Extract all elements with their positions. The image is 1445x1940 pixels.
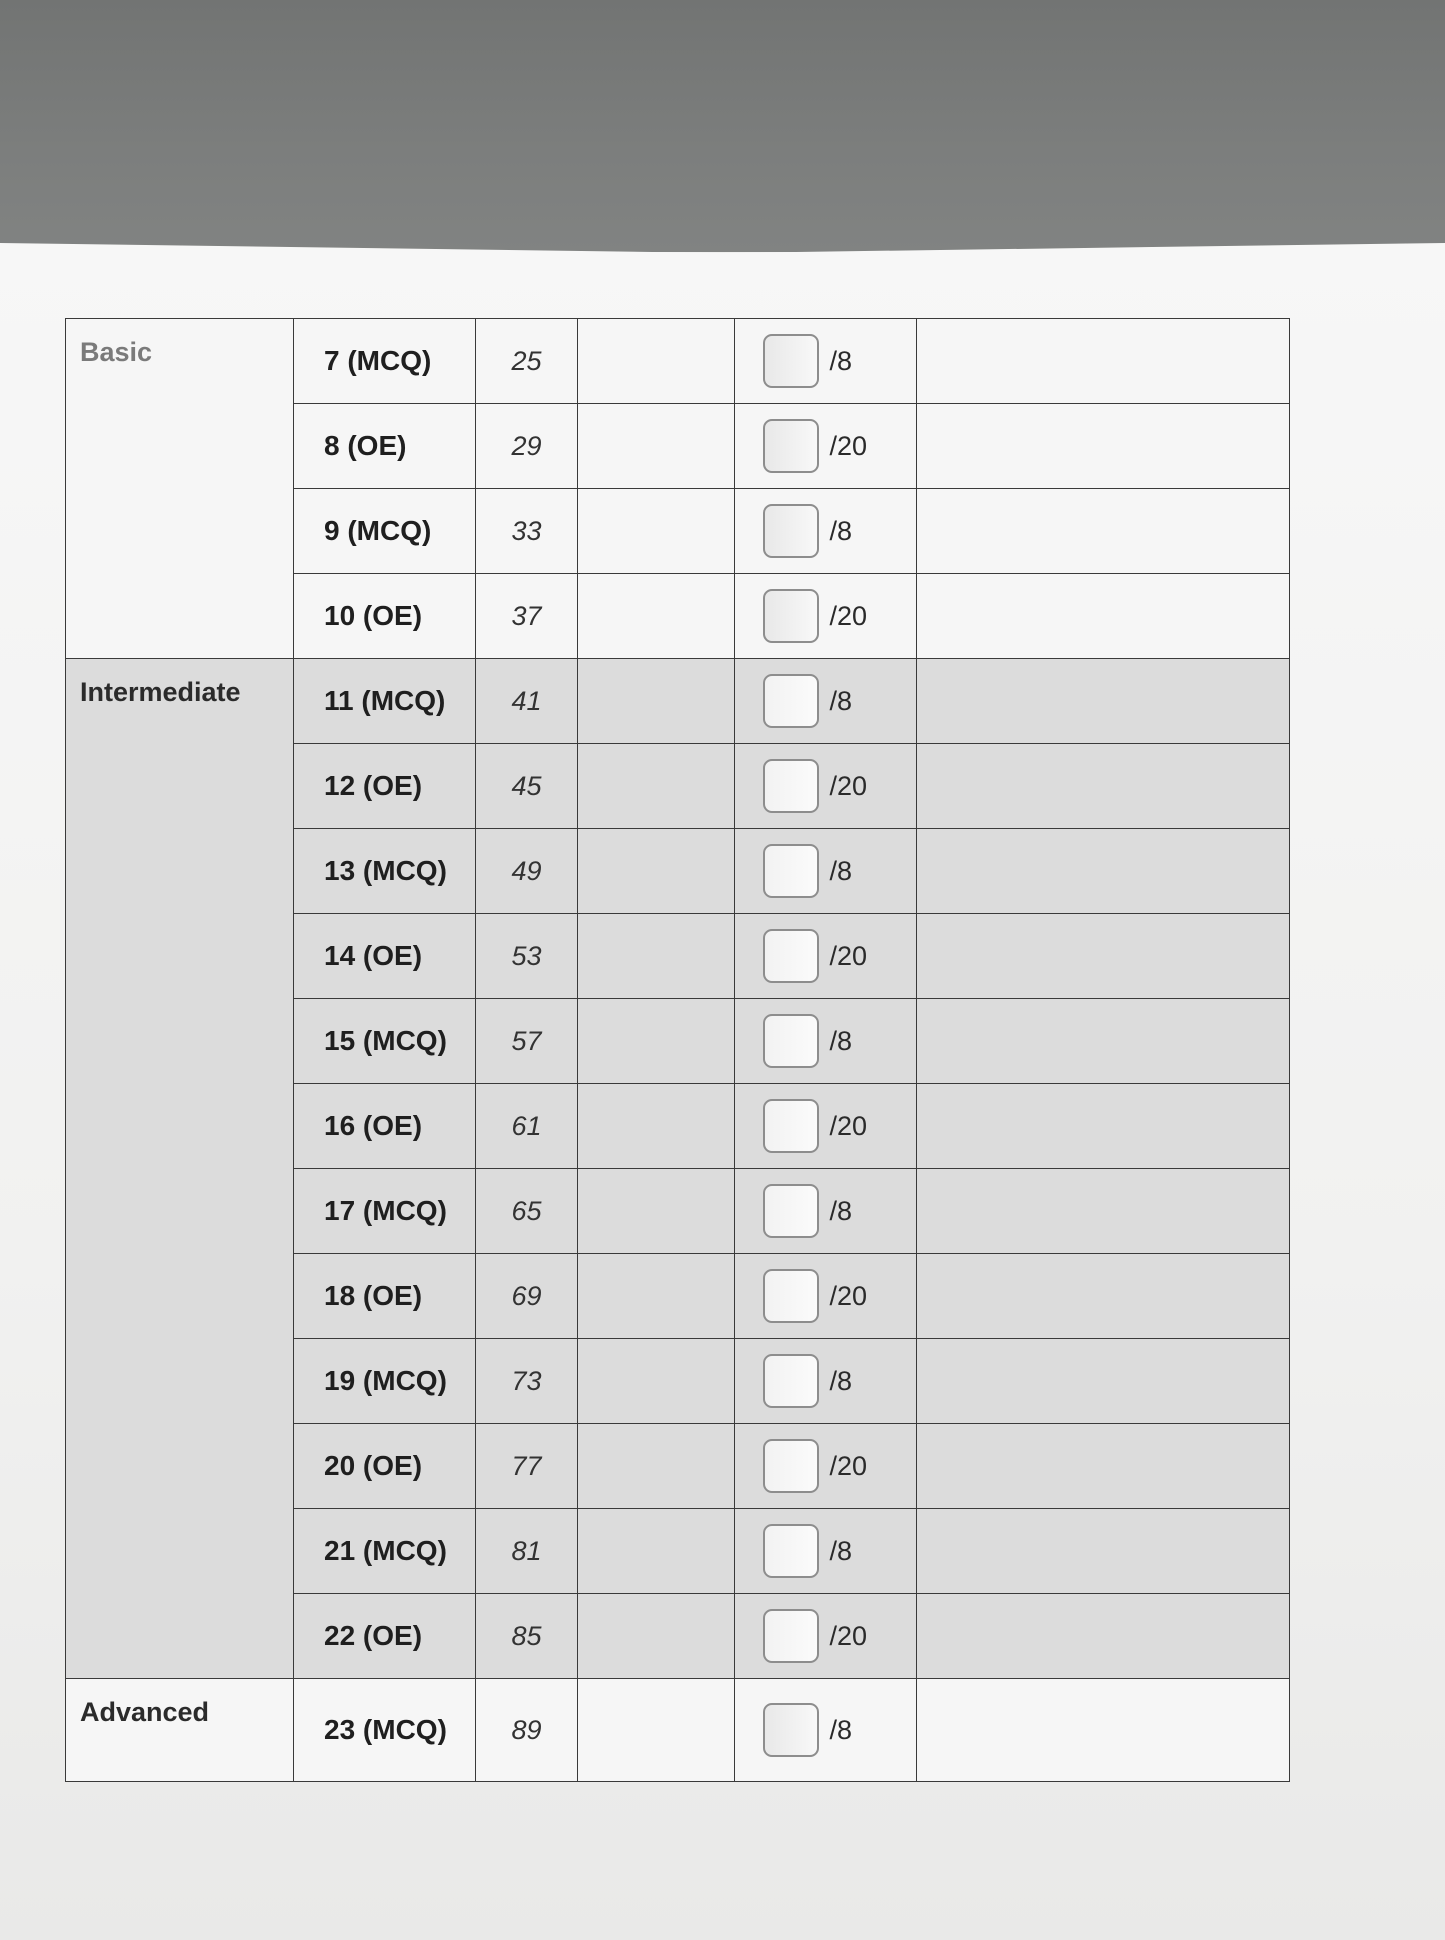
blank-cell[interactable] <box>578 914 735 999</box>
score-input-box[interactable] <box>763 929 819 983</box>
score-cell <box>735 914 917 999</box>
question-label: 13 (MCQ) <box>294 829 476 914</box>
question-label: 14 (OE) <box>294 914 476 999</box>
score-cell <box>735 319 917 404</box>
page-number: 69 <box>476 1254 578 1339</box>
blank-cell[interactable] <box>578 1509 735 1594</box>
page-number: 81 <box>476 1509 578 1594</box>
score-input-box[interactable] <box>763 844 819 898</box>
score-input-box[interactable] <box>763 589 819 643</box>
score-cell <box>735 1254 917 1339</box>
blank-cell[interactable] <box>578 1594 735 1679</box>
comments-cell[interactable] <box>917 914 1290 999</box>
comments-cell[interactable] <box>917 1594 1290 1679</box>
page-number: 45 <box>476 744 578 829</box>
score-cell <box>735 1169 917 1254</box>
score-input-box[interactable] <box>763 1354 819 1408</box>
score-input-box[interactable] <box>763 1703 819 1757</box>
page-number: 41 <box>476 659 578 744</box>
max-score: /20 <box>829 770 867 801</box>
blank-cell[interactable] <box>578 319 735 404</box>
blank-cell[interactable] <box>578 1339 735 1424</box>
comments-cell[interactable] <box>917 829 1290 914</box>
question-label: 8 (OE) <box>294 404 476 489</box>
question-label: 23 (MCQ) <box>294 1679 476 1782</box>
max-score: /20 <box>829 600 867 631</box>
comments-cell[interactable] <box>917 1424 1290 1509</box>
question-label: 19 (MCQ) <box>294 1339 476 1424</box>
max-score: /8 <box>829 1714 852 1745</box>
blank-cell[interactable] <box>578 1169 735 1254</box>
page-number: 53 <box>476 914 578 999</box>
page-number: 25 <box>476 319 578 404</box>
question-label: 21 (MCQ) <box>294 1509 476 1594</box>
question-label: 10 (OE) <box>294 574 476 659</box>
table-row <box>66 1679 1290 1782</box>
score-cell <box>735 659 917 744</box>
page-number: 65 <box>476 1169 578 1254</box>
score-cell <box>735 489 917 574</box>
max-score: /8 <box>829 685 852 716</box>
score-cell <box>735 574 917 659</box>
page-number: 49 <box>476 829 578 914</box>
score-input-box[interactable] <box>763 1014 819 1068</box>
blank-cell[interactable] <box>578 404 735 489</box>
question-label: 17 (MCQ) <box>294 1169 476 1254</box>
comments-cell[interactable] <box>917 659 1290 744</box>
score-input-box[interactable] <box>763 674 819 728</box>
level-label-advanced: Advanced <box>66 1679 294 1782</box>
blank-cell[interactable] <box>578 1424 735 1509</box>
comments-cell[interactable] <box>917 319 1290 404</box>
comments-cell[interactable] <box>917 999 1290 1084</box>
comments-cell[interactable] <box>917 744 1290 829</box>
question-label: 15 (MCQ) <box>294 999 476 1084</box>
question-label: 22 (OE) <box>294 1594 476 1679</box>
question-label: 16 (OE) <box>294 1084 476 1169</box>
score-cell <box>735 744 917 829</box>
max-score: /8 <box>829 515 852 546</box>
blank-cell[interactable] <box>578 1254 735 1339</box>
table-row <box>66 319 1290 404</box>
max-score: /20 <box>829 1450 867 1481</box>
level-label-intermediate: Intermediate <box>66 659 294 1679</box>
blank-cell[interactable] <box>578 999 735 1084</box>
page-number: 77 <box>476 1424 578 1509</box>
score-cell <box>735 1679 917 1782</box>
page-number: 61 <box>476 1084 578 1169</box>
question-label: 11 (MCQ) <box>294 659 476 744</box>
score-cell <box>735 1084 917 1169</box>
score-input-box[interactable] <box>763 1184 819 1238</box>
question-label: 18 (OE) <box>294 1254 476 1339</box>
comments-cell[interactable] <box>917 574 1290 659</box>
table-row <box>66 659 1290 744</box>
max-score: /8 <box>829 345 852 376</box>
score-input-box[interactable] <box>763 1099 819 1153</box>
score-cell <box>735 999 917 1084</box>
max-score: /8 <box>829 1365 852 1396</box>
score-input-box[interactable] <box>763 334 819 388</box>
max-score: /8 <box>829 855 852 886</box>
max-score: /20 <box>829 1620 867 1651</box>
score-cell <box>735 829 917 914</box>
max-score: /20 <box>829 1110 867 1141</box>
blank-cell[interactable] <box>578 744 735 829</box>
score-input-box[interactable] <box>763 1524 819 1578</box>
comments-cell[interactable] <box>917 1169 1290 1254</box>
comments-cell[interactable] <box>917 1254 1290 1339</box>
score-cell <box>735 1424 917 1509</box>
comments-cell[interactable] <box>917 404 1290 489</box>
page-number: 89 <box>476 1679 578 1782</box>
score-cell <box>735 1594 917 1679</box>
max-score: /8 <box>829 1025 852 1056</box>
page-number: 57 <box>476 999 578 1084</box>
score-input-box[interactable] <box>763 1439 819 1493</box>
score-cell <box>735 1509 917 1594</box>
score-cell <box>735 404 917 489</box>
question-label: 7 (MCQ) <box>294 319 476 404</box>
max-score: /20 <box>829 940 867 971</box>
max-score: /20 <box>829 1280 867 1311</box>
page-number: 85 <box>476 1594 578 1679</box>
blank-cell[interactable] <box>578 1679 735 1782</box>
max-score: /8 <box>829 1195 852 1226</box>
level-label-basic: Basic <box>66 319 294 659</box>
page-number: 29 <box>476 404 578 489</box>
score-input-box[interactable] <box>763 1269 819 1323</box>
comments-cell[interactable] <box>917 489 1290 574</box>
page-number: 73 <box>476 1339 578 1424</box>
score-table <box>65 318 1290 1782</box>
question-label: 20 (OE) <box>294 1424 476 1509</box>
photo-backdrop <box>0 0 1445 252</box>
comments-cell[interactable] <box>917 1084 1290 1169</box>
blank-cell[interactable] <box>578 659 735 744</box>
page-number: 37 <box>476 574 578 659</box>
comments-cell[interactable] <box>917 1339 1290 1424</box>
blank-cell[interactable] <box>578 829 735 914</box>
score-input-box[interactable] <box>763 759 819 813</box>
max-score: /8 <box>829 1535 852 1566</box>
comments-cell[interactable] <box>917 1679 1290 1782</box>
page-number: 33 <box>476 489 578 574</box>
comments-cell[interactable] <box>917 1509 1290 1594</box>
question-label: 9 (MCQ) <box>294 489 476 574</box>
score-input-box[interactable] <box>763 504 819 558</box>
blank-cell[interactable] <box>578 574 735 659</box>
score-cell <box>735 1339 917 1424</box>
blank-cell[interactable] <box>578 1084 735 1169</box>
score-input-box[interactable] <box>763 1609 819 1663</box>
blank-cell[interactable] <box>578 489 735 574</box>
max-score: /20 <box>829 430 867 461</box>
score-input-box[interactable] <box>763 419 819 473</box>
question-label: 12 (OE) <box>294 744 476 829</box>
